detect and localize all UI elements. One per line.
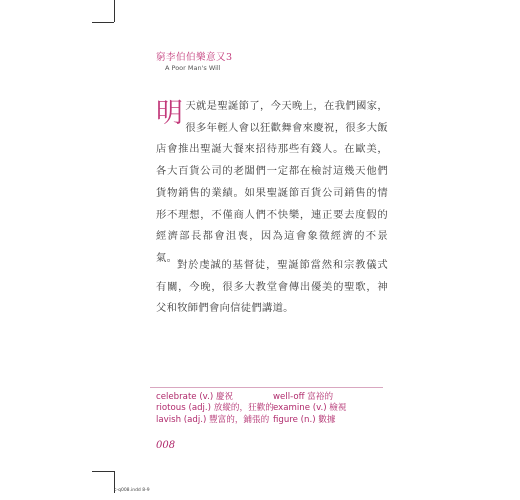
drop-cap: 明: [156, 98, 184, 129]
page-number: 008: [156, 440, 176, 451]
book-title: 窮李伯伯樂意又3: [156, 52, 233, 63]
vocab-item: lavish (adj.) 豐富的，鋪張的: [156, 414, 270, 425]
chapter-subtitle: A Poor Man's Will: [165, 64, 221, 72]
paragraph-1: [156, 96, 388, 270]
vocab-item: well-off 富裕的: [273, 392, 334, 402]
print-slug: c-q008.indd 8-9: [114, 488, 150, 493]
vocab-divider: [150, 387, 383, 388]
vocab-item: figure (n.) 數據: [273, 414, 336, 425]
paragraph-1-text: 天就是聖誕節了，今天晚上，在我們國家，很多年輕人會以狂歡舞會來慶祝，很多大飯店會推出聖誕大餐來招待那些有錢人。在歐美，各大百貨公司的老闆們一定都在檢討這幾天他們貨物銷售的業績。如果聖誕節百貨公司銷售的情形不理想，不僅商人們不快樂，連正要去度假的經濟部長都會沮喪，因為這會象徵經濟的不景氣。: [156, 100, 388, 264]
vocab-list-right: [273, 392, 347, 426]
crop-mark-bottom-h: [92, 471, 114, 472]
vocab-item: riotous (adj.) 放縱的，狂歡的: [156, 403, 274, 414]
vocab-list-left: [156, 392, 274, 426]
vocab-item: celebrate (v.) 慶祝: [156, 392, 234, 402]
vocab-item: examine (v.) 檢視: [273, 403, 347, 414]
crop-mark-top-h: [92, 22, 114, 23]
paragraph-2: 對於虔誠的基督徒，聖誕節當然和宗教儀式有關，今晚，很多大教堂會傳出優美的聖歌，神父和牧師們會向信徒們講道。: [156, 259, 388, 315]
crop-mark-top-v: [114, 0, 115, 22]
